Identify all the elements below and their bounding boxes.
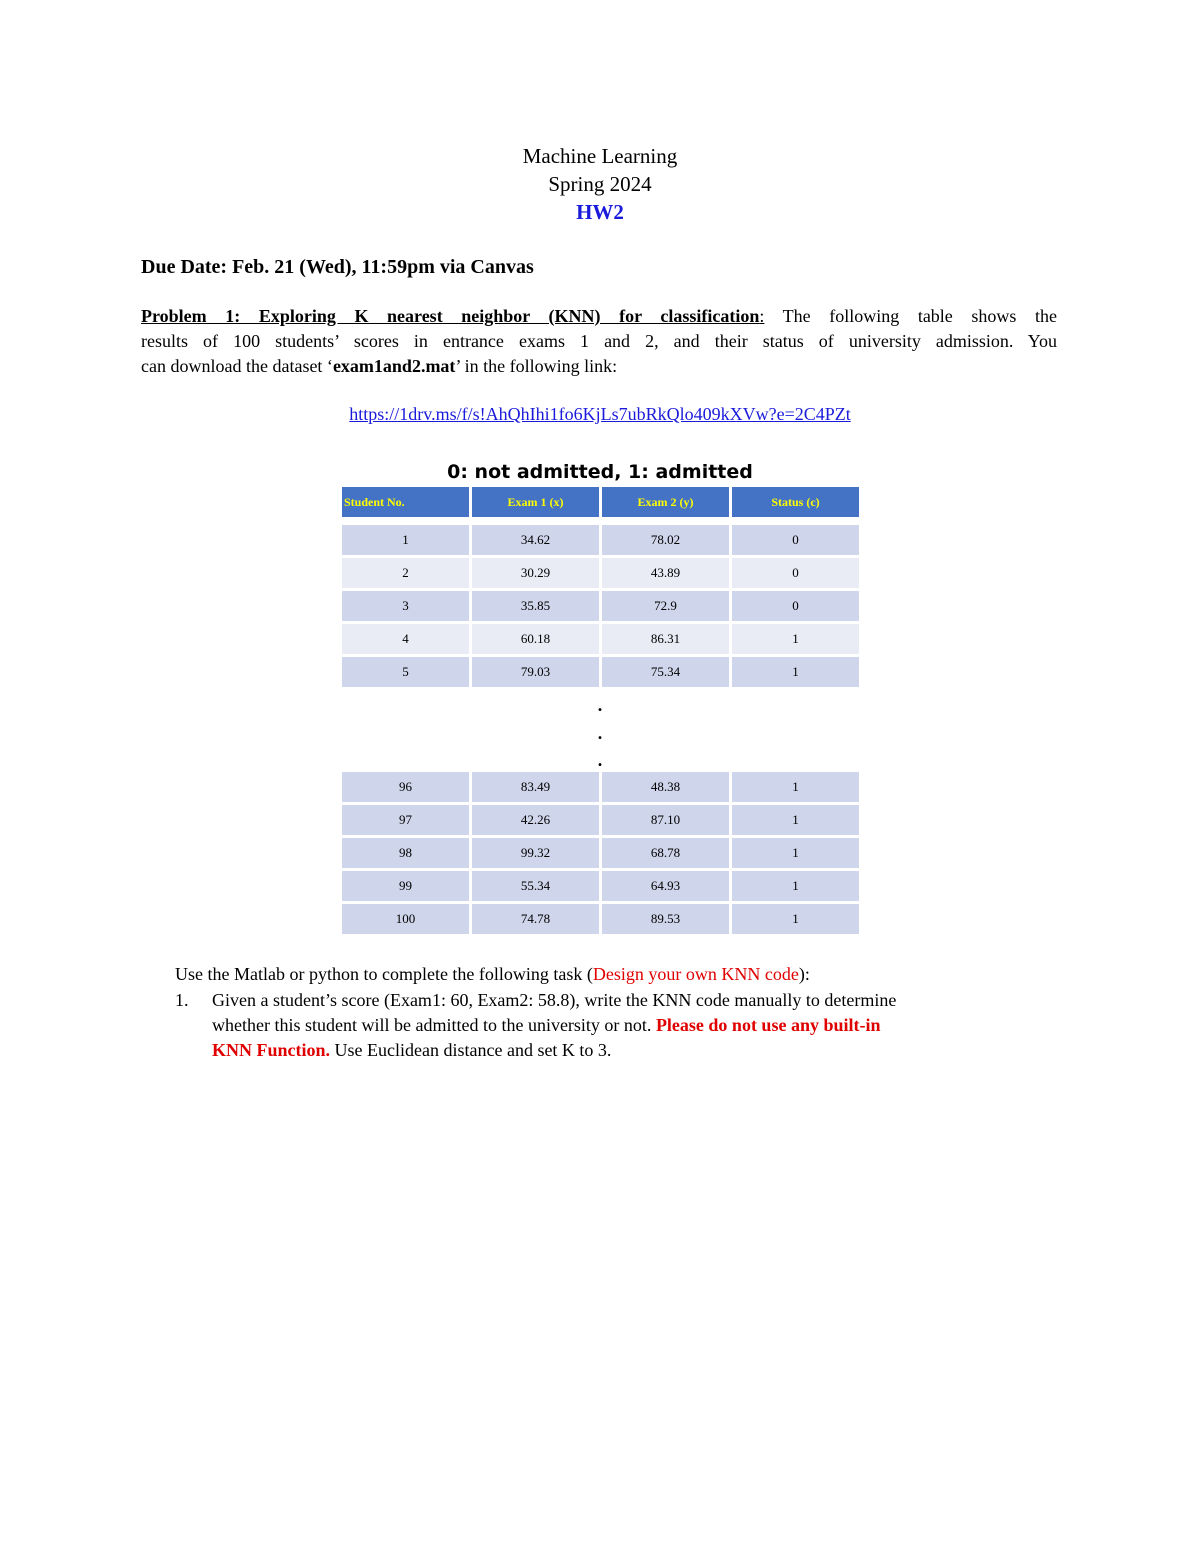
task-intro — [175, 962, 810, 987]
assignment-title: HW2 — [576, 200, 624, 224]
cell-exam-2: 86.31 — [602, 624, 729, 654]
task-item-body — [212, 988, 1052, 1063]
cell-status: 1 — [732, 772, 859, 802]
cell-status: 1 — [732, 657, 859, 687]
table-body-top — [342, 525, 858, 687]
task-warning-part-1: Please do not use any built-in — [655, 1015, 881, 1035]
header-exam-1: Exam 1 (x) — [472, 487, 599, 517]
cell-exam-1: 99.32 — [472, 838, 599, 868]
cell-exam-1: 35.85 — [472, 591, 599, 621]
cell-student-no: 97 — [342, 805, 469, 835]
cell-exam-1: 34.62 — [472, 525, 599, 555]
cell-status: 1 — [732, 624, 859, 654]
task-item-line-1: Given a student’s score (Exam1: 60, Exam2: 58.8), write the KNN code manually to determine — [212, 990, 897, 1010]
dataset-link[interactable]: https://1drv.ms/f/s!AhQhIhi1fo6KjLs7ubRkQlo409kXVw?e=2C4PZt — [349, 404, 851, 424]
task-item-line-2-pre: whether this student will be admitted to the university or not. — [212, 1015, 656, 1035]
cell-exam-1: 30.29 — [472, 558, 599, 588]
task-item-line-2 — [212, 1013, 1052, 1038]
cell-exam-1: 55.34 — [472, 871, 599, 901]
task-item-line-3 — [212, 1038, 1052, 1063]
cell-student-no: 98 — [342, 838, 469, 868]
dataset-link-container — [0, 402, 1200, 426]
cell-exam-1: 60.18 — [472, 624, 599, 654]
cell-exam-2: 72.9 — [602, 591, 729, 621]
cell-student-no: 1 — [342, 525, 469, 555]
cell-exam-1: 74.78 — [472, 904, 599, 934]
task-intro-post: ): — [798, 964, 810, 984]
cell-student-no: 96 — [342, 772, 469, 802]
problem-line-3 — [141, 354, 1057, 379]
course-title: Machine Learning — [522, 144, 678, 168]
cell-status: 1 — [732, 871, 859, 901]
cell-exam-2: 78.02 — [602, 525, 729, 555]
cell-student-no: 4 — [342, 624, 469, 654]
table-body-bottom — [342, 772, 858, 934]
cell-student-no: 99 — [342, 871, 469, 901]
cell-status: 1 — [732, 904, 859, 934]
cell-status: 0 — [732, 525, 859, 555]
header-student-no: Student No. — [342, 487, 469, 517]
task-warning-part-2: KNN Function. — [212, 1040, 331, 1060]
problem-line-1 — [141, 304, 1057, 329]
header-exam-2: Exam 2 (y) — [602, 487, 729, 517]
header-status: Status (c) — [732, 487, 859, 517]
problem-title-colon: : — [759, 306, 765, 326]
task-item-line-3-post: Use Euclidean distance and set K to 3. — [330, 1040, 612, 1060]
cell-student-no: 100 — [342, 904, 469, 934]
cell-student-no: 2 — [342, 558, 469, 588]
cell-exam-2: 87.10 — [602, 805, 729, 835]
problem-line-1-rest: The following table shows the — [764, 306, 1057, 326]
cell-status: 0 — [732, 558, 859, 588]
cell-student-no: 5 — [342, 657, 469, 687]
cell-status: 0 — [732, 591, 859, 621]
cell-status: 1 — [732, 838, 859, 868]
ellipsis-dot: . — [597, 750, 603, 770]
cell-exam-2: 89.53 — [602, 904, 729, 934]
due-date: Due Date: Feb. 21 (Wed), 11:59pm via Canvas — [141, 256, 534, 278]
cell-exam-2: 68.78 — [602, 838, 729, 868]
task-intro-emphasis: Design your own KNN code — [592, 964, 799, 984]
cell-exam-1: 79.03 — [472, 657, 599, 687]
problem-line-3-post: ’ in the following link: — [455, 356, 618, 376]
cell-exam-2: 75.34 — [602, 657, 729, 687]
problem-title: Problem 1: Exploring K nearest neighbor (KNN) for classification — [141, 306, 760, 326]
table-header-row — [342, 487, 858, 517]
cell-student-no: 3 — [342, 591, 469, 621]
cell-exam-2: 64.93 — [602, 871, 729, 901]
dataset-filename: exam1and2.mat — [332, 356, 456, 376]
cell-exam-2: 43.89 — [602, 558, 729, 588]
cell-exam-1: 42.26 — [472, 805, 599, 835]
cell-status: 1 — [732, 805, 859, 835]
problem-line-2: results of 100 students’ scores in entrance exams 1 and 2, and their status of university admission. You — [141, 331, 1057, 351]
ellipsis-dot: . — [597, 695, 603, 715]
table-caption: 0: not admitted, 1: admitted — [447, 461, 753, 483]
ellipsis-dot: . — [597, 723, 603, 743]
cell-exam-1: 83.49 — [472, 772, 599, 802]
task-intro-pre: Use the Matlab or python to complete the following task ( — [175, 964, 593, 984]
problem-description — [141, 304, 1057, 379]
task-item-number: 1. — [175, 990, 189, 1010]
term-title: Spring 2024 — [548, 172, 652, 196]
cell-exam-2: 48.38 — [602, 772, 729, 802]
problem-line-3-pre: can download the dataset ‘ — [141, 356, 333, 376]
